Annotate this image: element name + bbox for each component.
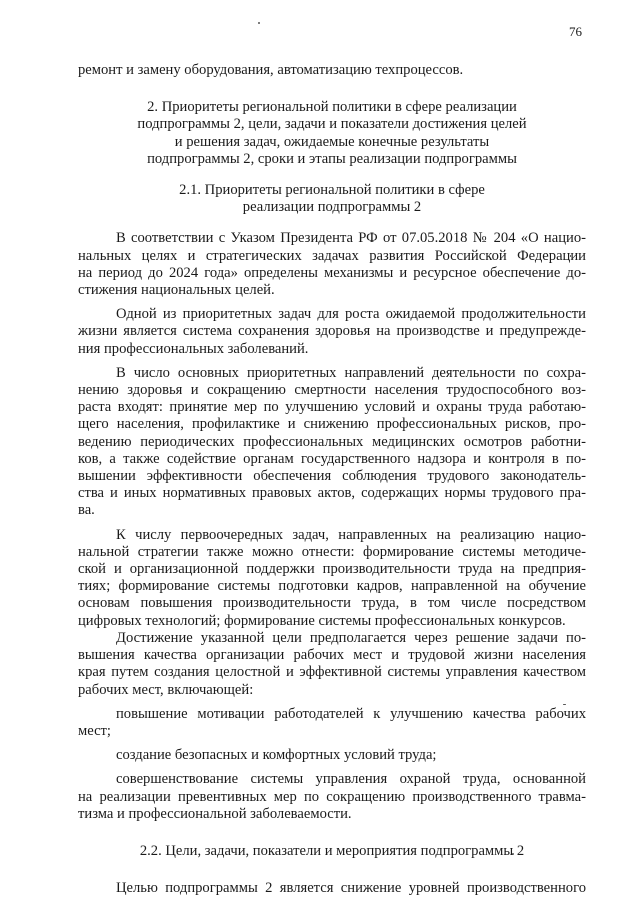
paragraph-line: совершенствование системы управления охраной труда, основанной xyxy=(116,771,586,788)
paragraph-line: нальных целях и стратегических задачах развития Российской Федерации xyxy=(78,247,586,264)
paragraph-line: В соответствии с Указом Президента РФ от 07.05.2018 № 204 «О нацио- xyxy=(116,230,586,247)
paragraph-line: тизма и профессиональной заболеваемости. xyxy=(78,805,352,822)
paragraph-line: мест; xyxy=(78,722,111,739)
section-heading-line: 2. Приоритеты региональной политики в сфере реализации xyxy=(147,99,517,116)
paragraph-tasks xyxy=(78,527,586,630)
scan-speck xyxy=(258,22,260,24)
paragraph-line: рабочих мест, включающей: xyxy=(78,681,254,698)
subsection-heading-1 xyxy=(104,182,560,216)
top-line: ремонт и замену оборудования, автоматизацию техпроцессов. xyxy=(78,62,464,78)
page-body xyxy=(78,62,586,897)
paragraph-line: ния профессиональных заболеваний. xyxy=(78,340,309,357)
section-heading-line: и решения задач, ожидаемые конечные результаты xyxy=(174,133,490,150)
paragraph-line: ской и организационной поддержки производительности труда на предприя- xyxy=(78,561,586,578)
paragraph-line: В число основных приоритетных направлений деятельности по сохра- xyxy=(116,364,586,381)
list-item xyxy=(78,771,586,823)
paragraph-line: основам повышения производительности труда, в том числе посредством xyxy=(78,595,586,612)
paragraph-line: К числу первоочередных задач, направленных на реализацию нацио- xyxy=(116,526,586,543)
list-item xyxy=(78,747,586,764)
paragraph-line: ства и иных нормативных правовых актов, содержащих нормы трудового пра- xyxy=(78,485,586,502)
paragraph-line: ведению периодических профессиональных медицинских осмотров работни- xyxy=(78,433,586,450)
paragraph-line: жизни является система сохранения здоровья на производстве и предупрежде- xyxy=(78,323,586,340)
paragraph-line: раста входят: принятие мер по улучшению условий и охраны труда работаю- xyxy=(78,399,586,416)
page-number: 76 xyxy=(569,24,582,39)
paragraph-decree xyxy=(78,230,586,299)
paragraph-line: вышении эффективности обеспечения соблюдения трудового законодатель- xyxy=(78,468,586,485)
paragraph-line: вышения качества организации рабочих мест и трудовой жизни населения xyxy=(78,647,586,664)
paragraph-line: на период до 2024 года» определены механизмы и ресурсное обеспечение до- xyxy=(78,264,586,281)
paragraph-line: повышение мотивации работодателей к улучшению качества рабочих xyxy=(116,705,586,722)
paragraph-line: ков, а также содействие органам государственного надзора и контроля в по- xyxy=(78,450,586,467)
paragraph-line: тиях; формирование системы подготовки кадров, направленной на обучение xyxy=(78,578,586,595)
last-line: Целью подпрограммы 2 является снижение уровней производственного xyxy=(116,880,586,897)
paragraph-line: стижения национальных целей. xyxy=(78,282,275,299)
subsection-heading-line: 2.1. Приоритеты региональной политики в сфере xyxy=(179,182,485,199)
paragraph-line: нению здоровья и сокращению смертности населения трудоспособного воз- xyxy=(78,382,586,399)
paragraph-line: создание безопасных и комфортных условий труда; xyxy=(116,747,437,764)
paragraph-goal xyxy=(78,630,586,699)
paragraph-line: цифровых технологий; формирование системы профессиональных конкурсов. xyxy=(78,612,566,629)
paragraph-line: ва. xyxy=(78,502,95,519)
paragraph-line: на реализации превентивных мер по сокращению производственного травма- xyxy=(78,788,586,805)
section-heading-line: подпрограммы 2, сроки и этапы реализации подпрограммы xyxy=(147,150,517,167)
subsection-heading-line: реализации подпрограммы 2 xyxy=(242,199,422,216)
section-heading xyxy=(104,99,560,168)
section-heading-line: подпрограммы 2, цели, задачи и показатели достижения целей xyxy=(137,116,527,133)
paragraph-line: щего населения, профилактике и снижению профессиональных рисков, про- xyxy=(78,416,586,433)
paragraph-line: нальной стратегии также можно отнести: формирование системы методиче- xyxy=(78,543,586,560)
paragraph-line: Достижение указанной цели предполагается через решение задачи по- xyxy=(116,629,586,646)
subsection-heading-2: 2.2. Цели, задачи, показатели и мероприятия подпрограммы 2 xyxy=(139,842,525,859)
list-item xyxy=(78,706,586,740)
paragraph-priority xyxy=(78,306,586,358)
paragraph-line: Одной из приоритетных задач для роста ожидаемой продолжительности xyxy=(116,306,586,323)
paragraph-line: края путем создания целостной и эффективной системы управления качеством xyxy=(78,664,586,681)
paragraph-directions xyxy=(78,365,586,520)
